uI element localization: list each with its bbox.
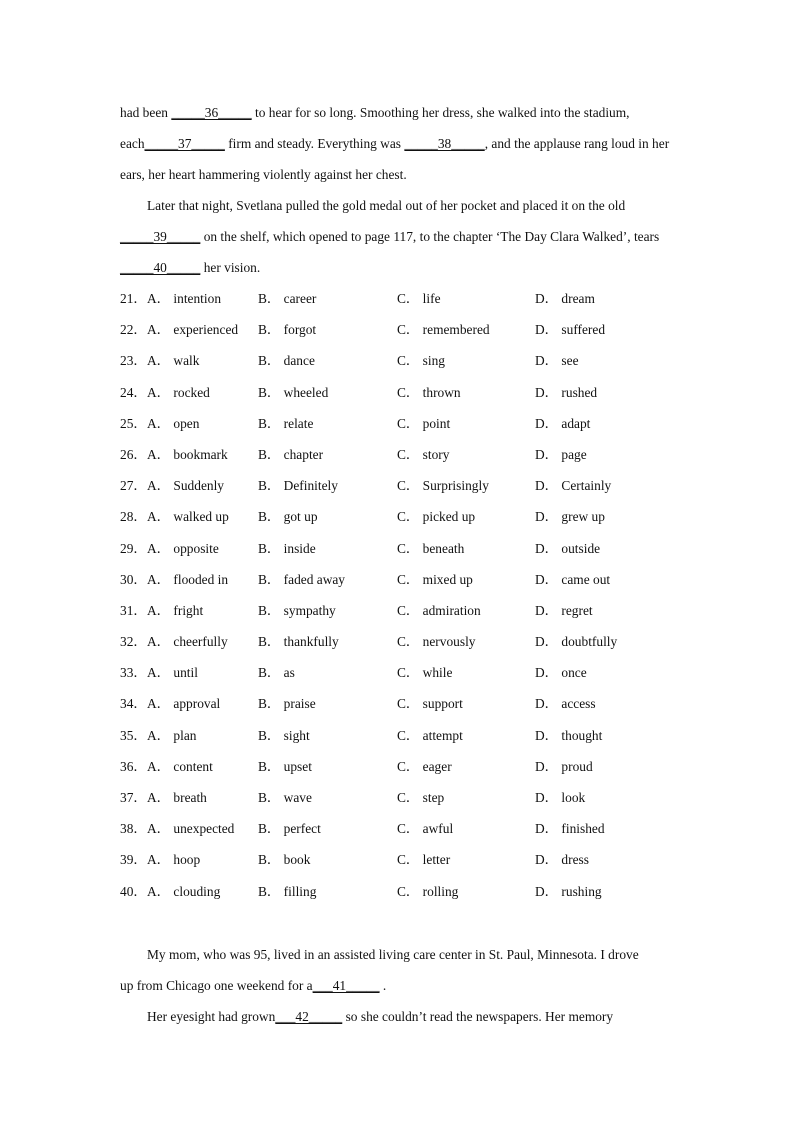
option-b: B． upset [258,758,312,774]
question-number: 35． [120,727,147,743]
text: her vision. [200,260,261,275]
text: Her eyesight had grown [147,1009,276,1024]
question-row [120,415,680,446]
question-number: 28． [120,509,147,525]
question-number: 21． [120,291,147,306]
question-number: 32． [120,634,147,650]
option-b: B． perfect [258,821,321,837]
question-number: 36． [120,758,147,774]
question-row [120,321,680,352]
option-a: A． open [147,415,200,431]
option-a: A． clouding [147,883,221,899]
option-d: D． page [535,446,587,462]
option-d: D． came out [535,571,611,587]
option-b: B． as [258,665,295,681]
option-b: B． book [258,852,311,868]
option-c: C． thrown [397,384,461,400]
option-a: A． plan [147,727,197,743]
text: had been [120,105,172,120]
option-d: D． finished [535,821,605,837]
passage2-line2 [120,977,680,995]
question-number: 30． [120,571,147,587]
option-c: C． mixed up [397,571,473,587]
option-a: A． breath [147,790,207,805]
option-b: B． chapter [258,446,324,462]
option-c: C． nervously [397,634,476,650]
question-number: 34． [120,696,147,712]
option-b: B． sympathy [258,602,336,618]
question-row [120,446,680,477]
blank-36: _____36_____ [171,105,252,120]
option-a: A． walk [147,353,200,369]
option-d: D． adapt [535,415,591,431]
option-a: A． flooded in [147,571,229,587]
option-c: C． awful [397,821,454,837]
option-d: D． once [535,665,587,681]
passage1-line5 [120,228,680,246]
option-a: A． Suddenly [147,478,224,494]
option-d: D． dream [535,291,595,306]
passage1-line2 [120,135,680,153]
question-row [120,727,680,758]
option-c: C． step [397,790,445,805]
option-b: B． filling [258,883,317,899]
passage2-line1: My mom, who was 95, lived in an assisted living care center in St. Paul, Minnesota. I drove [147,947,639,962]
option-c: C． picked up [397,509,476,525]
option-d: D． regret [535,602,593,618]
passage1-line6 [120,259,680,277]
option-c: C． remembered [397,322,490,338]
option-b: B． career [258,291,317,306]
text: firm and steady. Everything was [224,136,405,151]
option-b: B． Definitely [258,478,338,494]
question-row [120,633,680,664]
question-number: 26． [120,446,147,462]
option-b: B． faded away [258,571,346,587]
option-c: C． story [397,446,450,462]
option-d: D． suffered [535,322,606,338]
option-c: C． admiration [397,602,481,618]
question-row [120,540,680,571]
question-row [120,290,680,321]
question-number: 24． [120,384,147,400]
question-row [120,352,680,383]
blank-42: ___42_____ [275,1009,343,1024]
question-row [120,883,680,914]
option-a: A． walked up [147,509,229,525]
option-a: A． hoop [147,852,201,868]
option-a: A． approval [147,696,221,712]
option-a: A． intention [147,291,222,306]
option-c: C． support [397,696,463,712]
option-b: B． praise [258,696,316,712]
text: up from Chicago one weekend for a [120,978,313,993]
option-d: D． see [535,353,579,369]
option-d: D． dress [535,852,589,868]
question-number: 39． [120,852,147,868]
option-d: D． rushing [535,883,602,899]
option-b: B． forgot [258,322,317,338]
question-row [120,602,680,633]
question-number: 40． [120,883,147,899]
option-d: D． rushed [535,384,598,400]
option-b: B． got up [258,509,318,525]
text: so she couldn’t read the newspapers. Her memory [342,1009,614,1024]
option-a: A． cheerfully [147,634,228,650]
option-b: B． dance [258,353,315,369]
question-number: 25． [120,415,147,431]
question-row [120,571,680,602]
option-c: C． letter [397,852,451,868]
question-number: 27． [120,478,147,494]
question-row [120,508,680,539]
option-a: A． until [147,665,198,681]
question-number: 38． [120,821,147,837]
option-a: A． opposite [147,540,219,556]
text: to hear for so long. Smoothing her dress, she walked into the stadium, [251,105,630,120]
question-row [120,384,680,415]
option-a: A． fright [147,602,204,618]
option-d: D． Certainly [535,478,612,494]
passage1-line4: Later that night, Svetlana pulled the gold medal out of her pocket and placed it on the old [147,198,626,213]
question-row [120,664,680,695]
option-c: C． while [397,665,453,681]
question-row [120,820,680,851]
option-d: D． thought [535,727,603,743]
option-b: B． thankfully [258,634,339,650]
question-number: 29． [120,540,147,556]
option-d: D． outside [535,540,601,556]
question-number: 23． [120,353,147,369]
question-number: 22． [120,322,147,338]
option-b: B． inside [258,540,316,556]
option-d: D． grew up [535,509,605,525]
option-a: A． experienced [147,322,239,338]
option-a: A． unexpected [147,821,235,837]
option-c: C． rolling [397,883,459,899]
question-row [120,477,680,508]
option-d: D． proud [535,758,593,774]
text: , and the applause rang loud in her [484,136,670,151]
question-number: 33． [120,665,147,681]
option-c: C． beneath [397,540,465,556]
option-b: B． wave [258,790,312,805]
passage1-line1 [120,104,680,122]
text: on the shelf, which opened to page 117, to the chapter ‘The Day Clara Walked’, tears [200,229,660,244]
blank-39: _____39_____ [120,229,201,244]
option-c: C． point [397,415,451,431]
question-number: 37． [120,790,147,805]
question-row [120,851,680,882]
passage2-line3 [147,1008,707,1026]
option-d: D． doubtfully [535,634,618,650]
option-a: A． rocked [147,384,210,400]
text: each [120,136,145,151]
option-a: A． content [147,758,213,774]
option-b: B． relate [258,415,314,431]
blank-37: _____37_____ [144,136,225,151]
answer-options-list [120,290,680,914]
blank-41: ___41_____ [312,978,380,993]
option-c: C． Surprisingly [397,478,489,494]
text: . [379,978,387,993]
option-c: C． life [397,291,441,306]
question-row [120,695,680,726]
option-a: A． bookmark [147,446,228,462]
question-number: 31． [120,602,147,618]
option-d: D． look [535,790,586,805]
blank-40: _____40_____ [120,260,201,275]
option-c: C． sing [397,353,445,369]
option-c: C． eager [397,758,452,774]
option-c: C． attempt [397,727,463,743]
option-d: D． access [535,696,596,712]
passage1-line3: ears, her heart hammering violently against her chest. [120,167,407,182]
option-b: B． wheeled [258,384,329,400]
blank-38: _____38_____ [404,136,485,151]
question-row [120,789,680,820]
option-b: B． sight [258,727,310,743]
question-row [120,758,680,789]
